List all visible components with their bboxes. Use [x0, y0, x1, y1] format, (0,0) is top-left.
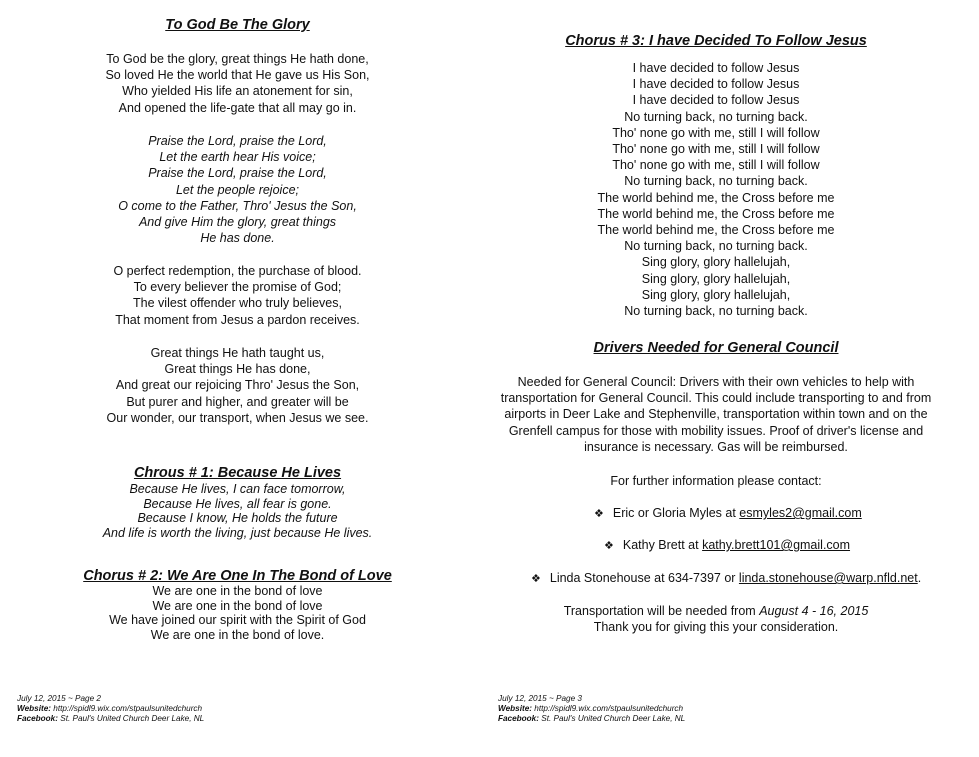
lyric-line: O come to the Father, Thro' Jesus the Son, [118, 198, 357, 213]
lyric-line: I have decided to follow Jesus [632, 93, 800, 108]
transport-date-range: August 4 - 16, 2015 [759, 604, 869, 618]
lyric-line: No turning back, no turning back. [624, 304, 808, 319]
page-footer [498, 694, 685, 724]
lyric-line: Great things He hath taught us, [150, 346, 325, 360]
footer-website-label: Website: [498, 704, 532, 713]
hymn-verse-3 [0, 345, 475, 426]
hymn-verse-2 [0, 263, 475, 328]
chorus-2-lyrics [0, 584, 475, 642]
footer-website [17, 704, 204, 714]
thanks-line: Thank you for giving this your consideration. [593, 620, 839, 635]
footer-website [498, 704, 685, 714]
lyric-line: To every believer the promise of God; [133, 280, 342, 295]
footer-website-url: http://spidl9.wix.com/stpaulsunitedchurch [53, 704, 203, 713]
lyric-line: Sing glory, glory hallelujah, [641, 255, 791, 270]
chorus-3-lyrics [478, 60, 954, 319]
footer-website-label: Website: [17, 704, 51, 713]
chorus-2-title: Chorus # 2: We Are One In The Bond of Love [83, 568, 392, 584]
lyric-line: Who yielded His life an atonement for sin, [122, 84, 353, 99]
lyric-line: I have decided to follow Jesus [632, 61, 800, 75]
chorus-3-title: Chorus # 3: I have Decided To Follow Jesus [565, 33, 867, 49]
footer-website-url: http://spidl9.wix.com/stpaulsunitedchurch [534, 704, 684, 713]
lyric-line: O perfect redemption, the purchase of blood. [113, 264, 362, 278]
contact-item-linda [531, 571, 921, 585]
footer-facebook-value: St. Paul's United Church Deer Lake, NL [541, 714, 686, 723]
lyric-line: The vilest offender who truly believes, [133, 296, 342, 311]
contact-name: Kathy Brett at [622, 538, 703, 552]
lyric-line: The world behind me, the Cross before me [597, 190, 835, 205]
lyric-line: Because I know, He holds the future [137, 511, 338, 526]
hymn-verse-1 [0, 51, 475, 116]
paragraph-line: transportation for General Council. This could include transporting to and from [500, 391, 932, 406]
lyric-line: We are one in the bond of love. [150, 627, 325, 642]
lyric-line: And life is worth the living, just because He lives. [102, 525, 373, 540]
lyric-line: To God be the glory, great things He hath done, [106, 52, 369, 66]
drivers-paragraph [496, 374, 936, 455]
lyric-line: We have joined our spirit with the Spirit of God [109, 613, 366, 628]
lyric-line: Great things He has done, [164, 362, 311, 377]
contact-email-link[interactable]: esmyles2@gmail.com [739, 506, 862, 520]
lyric-line: And opened the life-gate that all may go in. [118, 100, 357, 115]
diamond-bullet-icon: ❖ [531, 573, 541, 585]
lyric-line: Tho' none go with me, still I will follow [612, 142, 820, 157]
diamond-bullet-icon: ❖ [604, 540, 614, 552]
footer-facebook-label: Facebook: [17, 714, 58, 723]
lyric-line: Tho' none go with me, still I will follow [612, 158, 820, 173]
lyric-line: And give Him the glory, great things [138, 215, 337, 230]
footer-facebook-label: Facebook: [498, 714, 539, 723]
transport-prefix: Transportation will be needed from [563, 604, 760, 618]
lyric-line: Because He lives, all fear is gone. [143, 496, 332, 511]
lyric-line: I have decided to follow Jesus [632, 77, 800, 92]
lyric-line: Praise the Lord, praise the Lord, [148, 134, 327, 148]
lyric-line: He has done. [200, 231, 275, 246]
lyric-line: And great our rejoicing Thro' Jesus the Son, [115, 378, 360, 393]
lyric-line: Sing glory, glory hallelujah, [641, 287, 791, 302]
paragraph-line: insurance is necessary. Gas will be reimbursed. [584, 439, 848, 454]
paragraph-line: Grenfell campus for those with mobility issues. Proof of driver's license and [508, 423, 924, 438]
paragraph-line: airports in Deer Lake and Stephenville, transportation within town and on the [504, 407, 928, 422]
lyric-line: But purer and higher, and greater will be [126, 394, 349, 409]
contact-item-kathy [604, 538, 850, 552]
lyric-line: So loved He the world that He gave us His Son, [105, 68, 370, 83]
footer-date-page: July 12, 2015 ~ Page 2 [17, 694, 101, 703]
lyric-line: Tho' none go with me, still I will follow [612, 125, 820, 140]
contact-name: Linda Stonehouse at 634-7397 or [549, 571, 739, 585]
hymn-refrain [0, 133, 475, 246]
contact-email-link[interactable]: kathy.brett101@gmail.com [702, 538, 851, 552]
paragraph-line: Needed for General Council: Drivers with their own vehicles to help with [517, 375, 915, 389]
lyric-line: Let the people rejoice; [175, 182, 299, 197]
chorus-1-lyrics [0, 482, 475, 540]
lyric-line: Let the earth hear His voice; [159, 150, 316, 165]
drivers-title: Drivers Needed for General Council [593, 340, 839, 356]
lyric-line: We are one in the bond of love [152, 598, 323, 613]
lyric-line: No turning back, no turning back. [624, 239, 808, 254]
page-footer [17, 694, 204, 724]
lyric-line: The world behind me, the Cross before me [597, 223, 835, 238]
chorus-1-title: Chrous # 1: Because He Lives [133, 465, 342, 481]
footer-facebook [498, 714, 685, 724]
lyric-line: That moment from Jesus a pardon receives. [115, 312, 360, 327]
lyric-line: No turning back, no turning back. [624, 174, 808, 189]
lyric-line: Sing glory, glory hallelujah, [641, 271, 791, 286]
contact-intro: For further information please contact: [610, 474, 822, 488]
footer-facebook [17, 714, 204, 724]
footer-facebook-value: St. Paul's United Church Deer Lake, NL [60, 714, 205, 723]
transport-dates [478, 603, 954, 635]
contact-end: . [917, 571, 922, 585]
contact-name: Eric or Gloria Myles at [612, 506, 740, 520]
contact-email-link[interactable]: linda.stonehouse@warp.nfld.net [738, 571, 918, 585]
lyric-line: We are one in the bond of love [152, 584, 323, 598]
contact-item-eric-gloria [594, 506, 862, 520]
lyric-line: The world behind me, the Cross before me [597, 206, 835, 221]
lyric-line: Praise the Lord, praise the Lord, [148, 166, 327, 181]
diamond-bullet-icon: ❖ [594, 508, 604, 520]
footer-date-page: July 12, 2015 ~ Page 3 [498, 694, 582, 703]
hymn-title: To God Be The Glory [165, 17, 310, 33]
lyric-line: Because He lives, I can face tomorrow, [129, 482, 346, 496]
lyric-line: No turning back, no turning back. [624, 109, 808, 124]
lyric-line: Our wonder, our transport, when Jesus we see. [106, 410, 369, 425]
